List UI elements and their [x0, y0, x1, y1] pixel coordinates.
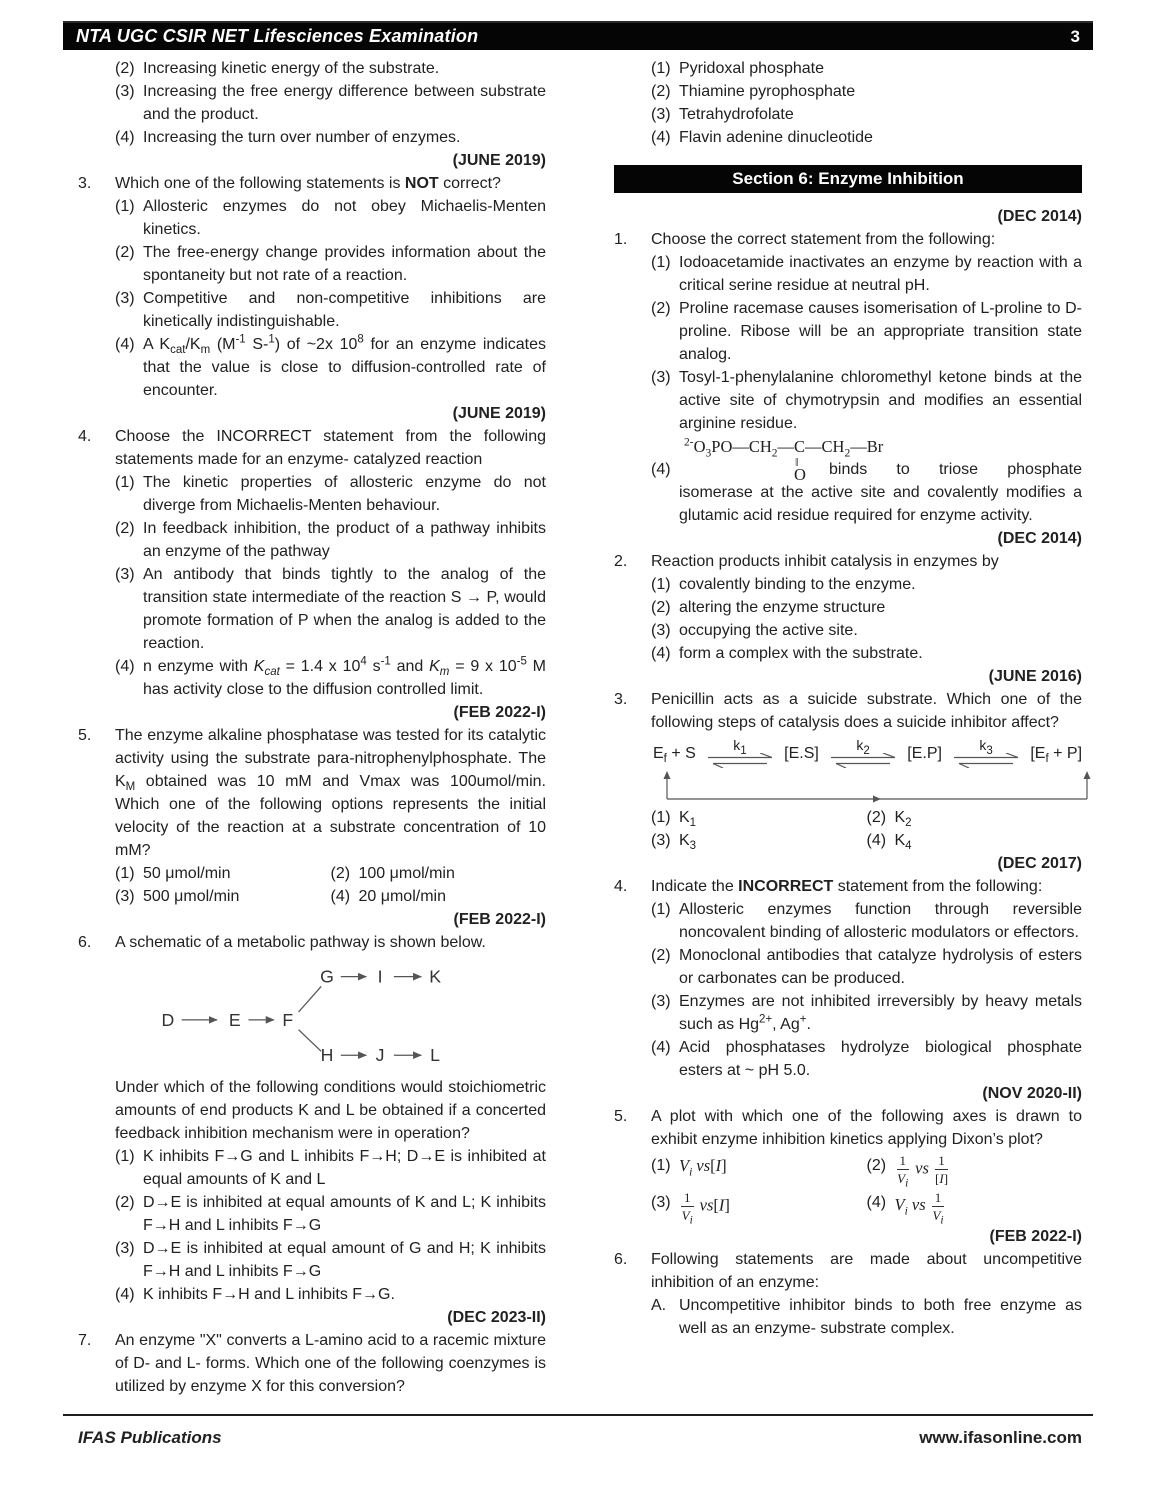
option-number: (1): [115, 865, 135, 882]
equilibrium-arrow: [819, 738, 907, 768]
chem-prefix: $^{2-}O_3PO—CH_2—$: [684, 436, 795, 460]
question-4-right: [614, 875, 1082, 1105]
option-number: (1): [115, 1148, 135, 1165]
option-row: [115, 471, 546, 517]
option-number: (1): [651, 1157, 671, 1174]
carryover-options: [115, 57, 546, 172]
option-number: (2): [651, 947, 671, 964]
option-text: Monoclonal antibodies that catalyze hydrolysis of esters or carbonates can be produced.: [679, 947, 1082, 987]
option-number: (3): [651, 369, 671, 386]
question-5-right: [614, 1105, 1082, 1248]
option-row: [115, 57, 546, 80]
question-4: [78, 425, 546, 724]
option-row: [115, 1191, 546, 1237]
option-text: Allosteric enzymes function through reversible noncovalent binding of allosteric modulators or effectors.: [679, 901, 1082, 941]
option-number: (1): [651, 254, 671, 271]
question-number: 4.: [614, 878, 628, 895]
option-row: [115, 517, 546, 563]
option-text: $K_1$: [679, 809, 697, 830]
question-5: [78, 724, 546, 931]
question-number: 2.: [614, 553, 628, 570]
option-text: In feedback inhibition, the product of a pathway inhibits an enzyme of the pathway: [143, 520, 546, 560]
question-stem: Choose the correct statement from the following:: [651, 231, 996, 248]
option-number: (3): [115, 1240, 135, 1257]
option-text: The free-energy change provides information about the spontaneity but not rate of a reaction.: [143, 244, 546, 284]
option-number: (3): [651, 832, 671, 849]
exam-date-tag: (DEC 2023-II): [447, 1309, 546, 1326]
question-stem: Which one of the following statements is NOT correct?: [115, 175, 501, 192]
option-text: Competitive and non-competitive inhibitions are kinetically indistinguishable.: [143, 290, 546, 330]
option-number: (2): [866, 1157, 887, 1174]
option-text: 50 μmol/min: [143, 865, 231, 882]
option-number: (4): [115, 129, 135, 146]
option-number: (4): [651, 129, 671, 146]
question-number: 3.: [614, 691, 628, 708]
option-text: A $K_{cat}/K_m$ ($M^{-1}$ S-$^1$) of ~2x $10^8$ for an enzyme indicates that the value is close to diffusion-controlled rate of encounter.: [143, 333, 546, 399]
question-stem: Penicillin acts as a suicide substrate. Which one of the following steps of catalysis does a suicide inhibitor affect?: [651, 691, 1082, 731]
option-text: Increasing the turn over number of enzymes.: [143, 129, 461, 146]
option-text: covalently binding to the enzyme.: [679, 576, 916, 593]
option-row: [115, 1237, 546, 1283]
option-text: Tetrahydrofolate: [679, 106, 794, 123]
option-row: [651, 944, 1082, 990]
option-number: (3): [651, 1194, 671, 1211]
node-label: K: [429, 966, 441, 987]
exam-date-tag: (JUNE 2016): [988, 668, 1082, 685]
page-number: 3: [1070, 26, 1080, 46]
question-stem: The enzyme alkaline phosphatase was tested for its catalytic activity using the substrate para-nitrophenylphosphate. The $K_M$ obtained was 10 mM and Vmax was 100umol/min. Which one of the following options represents the initial velocity of the reaction at a substrate concentration of 10 mM?: [115, 727, 546, 859]
option-text: Enzymes are not inhibited irreversibly by heavy metals such as $Hg^{2+}$, Ag+.: [679, 993, 1082, 1033]
page-footer: [78, 1428, 1082, 1448]
option-row: [651, 103, 1082, 126]
question-stem: A plot with which one of the following axes is drawn to exhibit enzyme inhibition kinetics applying Dixon’s plot?: [651, 1108, 1082, 1148]
option-row: [651, 642, 1082, 665]
option-text: Increasing the free energy difference between substrate and the product.: [143, 83, 546, 123]
option-row: [651, 898, 1082, 944]
option-text: n enzyme with $K_{cat} = 1.4$ x $10^4$ $s^{-1}$ and $K_m = 9$ x $10^{-5}$ M has activity close to the diffusion controlled limit.: [143, 655, 546, 698]
option-row: [115, 655, 546, 701]
option-text: The kinetic properties of allosteric enzyme do not diverge from Michaelis-Menten behaviour.: [143, 474, 546, 514]
option-number: (3): [115, 566, 135, 583]
option-row: [651, 806, 867, 829]
option-number: (4): [115, 1286, 135, 1303]
option-number: (3): [651, 622, 671, 639]
question-number: 5.: [614, 1108, 628, 1125]
question-stem: Indicate the INCORRECT statement from the following:: [651, 878, 1043, 895]
carryover-options: [651, 57, 1082, 149]
section-header: Section 6: Enzyme Inhibition: [614, 165, 1082, 193]
option-row: [651, 57, 1082, 80]
chem-oxygen: O: [794, 465, 806, 484]
option-text: occupying the active site.: [679, 622, 858, 639]
option-text: binds to triose phosphate: [829, 461, 1082, 478]
exam-date-tag: (JUNE 2019): [452, 152, 546, 169]
statement-letter: A.: [651, 1297, 667, 1314]
option-number: (2): [651, 300, 671, 317]
option-number: (4): [115, 336, 135, 353]
double-bond: ‖: [795, 455, 799, 469]
option-number: (3): [651, 993, 671, 1010]
option-row: [115, 80, 546, 126]
option-number: (2): [866, 809, 887, 826]
option-text: D→E is inhibited at equal amount of G and H; K inhibits F→H and L inhibits F→G: [143, 1240, 546, 1280]
option-text: $\frac{1}{V_i}$ vs $\frac{1}{[I]}$: [897, 1153, 949, 1190]
option-number: (1): [651, 576, 671, 593]
option-text: 500 μmol/min: [143, 888, 240, 905]
option-number: (4): [330, 888, 351, 905]
option-row: [331, 862, 547, 885]
option-row: [651, 990, 1082, 1036]
scheme-species: [E.S]: [784, 744, 819, 762]
option-text: Tosyl-1-phenylalanine chloromethyl ketone binds at the active site of chymotrypsin and modifies an essential arginine residue.: [679, 369, 1082, 432]
option-row: [867, 829, 1083, 852]
chem-carbon: C: [794, 437, 806, 456]
statement-row: [651, 1294, 1082, 1340]
option-text: $K_2$: [894, 809, 912, 830]
question-7: [78, 1329, 546, 1398]
exam-date-tag: (FEB 2022-I): [453, 911, 546, 928]
option-row: [651, 1190, 867, 1227]
metabolic-pathway-diagram: [115, 957, 545, 1067]
option-number: (4): [651, 1039, 671, 1056]
page-header: [63, 21, 1093, 50]
rate-constant: $k_3$: [979, 737, 993, 757]
option-text: form a complex with the substrate.: [679, 645, 923, 662]
option-number: (3): [115, 290, 135, 307]
question-stem: Following statements are made about uncompetitive inhibition of an enzyme:: [651, 1251, 1082, 1291]
option-text: K inhibits F→G and L inhibits F→H; D→E is inhibited at equal amounts of K and L: [143, 1148, 546, 1188]
option-text: D→E is inhibited at equal amounts of K and L; K inhibits F→H and L inhibits F→G: [143, 1194, 546, 1234]
node-label: I: [377, 966, 383, 987]
exam-date-tag: (FEB 2022-I): [453, 704, 546, 721]
option-number: (4): [866, 832, 887, 849]
option-text: $\frac{1}{V_i}$ vs[I]: [681, 1190, 730, 1227]
exam-date-tag: (NOV 2020-II): [982, 1085, 1082, 1102]
option-number: (4): [115, 658, 135, 675]
exam-date-tag: (DEC 2017): [997, 855, 1082, 872]
option-row: [651, 458, 1082, 527]
option-row: [115, 195, 546, 241]
question-6: [78, 931, 546, 1329]
option-number: (1): [115, 474, 135, 491]
feedback-arrow: [655, 770, 1099, 804]
option-row: [115, 862, 331, 885]
equilibrium-arrow: [696, 738, 784, 768]
option-row: [331, 885, 547, 908]
question-number: 6.: [614, 1251, 628, 1268]
option-text: isomerase at the active site and covalently modifies a glutamic acid residue required for enzyme activity.: [679, 484, 1082, 524]
option-text: altering the enzyme structure: [679, 599, 886, 616]
option-number: (3): [651, 106, 671, 123]
option-row: [866, 1153, 1083, 1190]
option-number: (2): [115, 520, 135, 537]
page-title: NTA UGC CSIR NET Lifesciences Examination: [76, 26, 479, 46]
question-stem: Reaction products inhibit catalysis in enzymes by: [651, 553, 999, 570]
rate-constant: $k_1$: [733, 737, 747, 757]
question-stem: A schematic of a metabolic pathway is shown below.: [115, 934, 486, 951]
option-row: [115, 1145, 546, 1191]
node-label: F: [282, 1009, 294, 1030]
option-text: 20 μmol/min: [358, 888, 446, 905]
statement-text: Uncompetitive inhibitor binds to both free enzyme as well as an enzyme- substrate complex.: [679, 1297, 1082, 1337]
question-3-right: [614, 688, 1082, 875]
option-text: 100 μmol/min: [358, 865, 455, 882]
option-text: K inhibits F→H and L inhibits F→G.: [143, 1286, 395, 1303]
option-row: [651, 126, 1082, 149]
option-text: Allosteric enzymes do not obey Michaelis-Menten kinetics.: [143, 198, 546, 238]
option-number: (3): [115, 83, 135, 100]
left-column: [78, 57, 546, 1398]
option-row: [115, 885, 331, 908]
option-text: $V_i$ vs $\frac{1}{V_i}$: [894, 1190, 944, 1227]
option-number: (4): [651, 645, 671, 662]
option-row: [115, 241, 546, 287]
question-2: [614, 550, 1082, 688]
exam-date-tag: (FEB 2022-I): [989, 1228, 1082, 1245]
scheme-species: $[E_f + P]$: [1030, 744, 1083, 765]
node-label: G: [320, 966, 334, 987]
question-1: [614, 228, 1082, 550]
option-number: (2): [115, 60, 135, 77]
node-label: E: [228, 1009, 241, 1030]
option-row: [115, 1283, 546, 1306]
question-number: 5.: [78, 727, 92, 744]
node-label: L: [430, 1045, 441, 1066]
option-row: [651, 619, 1082, 642]
option-number: (2): [330, 865, 351, 882]
question-number: 4.: [78, 428, 92, 445]
option-row: [651, 80, 1082, 103]
option-row: [651, 573, 1082, 596]
node-label: J: [375, 1045, 385, 1066]
right-column: [614, 57, 1082, 1398]
option-text: Pyridoxal phosphate: [679, 60, 824, 77]
exam-date-tag: (DEC 2014): [997, 530, 1082, 547]
option-row: [651, 297, 1082, 366]
option-number: (2): [651, 599, 671, 616]
question-number: 6.: [78, 934, 92, 951]
chem-suffix: $—CH_2—Br$: [805, 437, 884, 460]
option-row: [115, 563, 546, 655]
publisher-website: www.ifasonline.com: [919, 1428, 1082, 1447]
option-text: $K_4$: [894, 832, 912, 853]
exam-date-tag: (DEC 2014): [997, 208, 1082, 225]
scheme-species: [E.P]: [907, 744, 942, 762]
option-text: Flavin adenine dinucleotide: [679, 129, 873, 146]
option-text: Proline racemase causes isomerisation of L-proline to D-proline. Ribose will be an appropriate transition state analog.: [679, 300, 1082, 363]
footer-divider: [63, 1414, 1093, 1416]
option-text: $V_i$ vs[I]: [679, 1156, 727, 1179]
option-text: Acid phosphatases hydrolyze biological phosphate esters at ~ pH 5.0.: [679, 1039, 1082, 1079]
option-number: (1): [115, 198, 135, 215]
option-grid: [115, 862, 546, 908]
node-label: D: [161, 1009, 175, 1030]
publisher-name: IFAS Publications: [78, 1428, 222, 1447]
question-body: Under which of the following conditions would stoichiometric amounts of end products K and L be obtained if a concerted feedback inhibition mechanism were in operation?: [115, 1079, 546, 1142]
option-grid: [651, 1151, 1082, 1225]
option-row: [867, 806, 1083, 829]
option-number: (1): [651, 901, 671, 918]
option-row: [651, 366, 1082, 435]
option-number: (2): [115, 244, 135, 261]
option-row: [651, 1154, 867, 1185]
option-text: Iodoacetamide inactivates an enzyme by reaction with a critical serine residue at neutral pH.: [679, 254, 1082, 294]
question-stem: Choose the INCORRECT statement from the following statements made for an enzyme- catalyzed reaction: [115, 428, 546, 468]
option-text: Thiamine pyrophosphate: [679, 83, 856, 100]
option-text: An antibody that binds tightly to the analog of the transition state intermediate of the reaction S → P, would promote formation of P when the analog is added to the reaction.: [143, 566, 546, 652]
option-grid: [651, 806, 1082, 852]
two-column-body: [78, 57, 1082, 1398]
option-row: [651, 1036, 1082, 1082]
option-row: [651, 829, 867, 852]
question-stem: An enzyme "X" converts a L-amino acid to a racemic mixture of D- and L- forms. Which one of the following coenzymes is utilized by enzyme X for this conversion?: [115, 1332, 546, 1395]
equilibrium-arrow: [942, 738, 1030, 768]
question-number: 1.: [614, 231, 628, 248]
option-row: [115, 333, 546, 402]
option-row: [115, 287, 546, 333]
question-number: 3.: [78, 175, 92, 192]
option-number: (4): [866, 1194, 887, 1211]
question-3: [78, 172, 546, 425]
option-row: [115, 126, 546, 149]
option-row: [651, 596, 1082, 619]
option-number: (2): [651, 83, 671, 100]
option-row: [866, 1190, 1083, 1227]
rate-constant: $k_2$: [856, 737, 870, 757]
question-6-right: [614, 1248, 1082, 1340]
option-number: (3): [115, 888, 135, 905]
option-number: (1): [651, 60, 671, 77]
option-number: (4): [651, 461, 671, 478]
question-number: 7.: [78, 1332, 92, 1349]
option-row: [651, 251, 1082, 297]
option-text: Increasing kinetic energy of the substrate.: [143, 60, 440, 77]
exam-date-tag: (JUNE 2019): [452, 405, 546, 422]
node-label: H: [320, 1045, 334, 1066]
scheme-species: $E_f + S$: [653, 744, 696, 765]
option-number: (2): [115, 1194, 135, 1211]
kinetic-scheme: [653, 738, 1082, 804]
option-text: $K_3$: [679, 832, 697, 853]
option-number: (1): [651, 809, 671, 826]
